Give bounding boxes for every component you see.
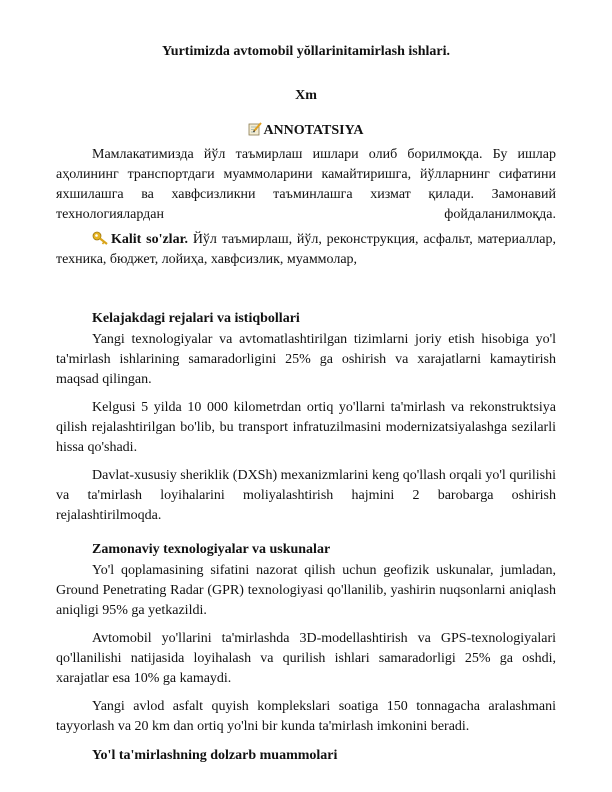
keywords-line: техника, бюджет, лойиҳа, хавфсизлик, муаммолар, <box>56 252 358 267</box>
section-heading: Yo'l ta'mirlashning dolzarb muammolari <box>92 748 338 763</box>
annotation-heading-text: ANNOTATSIYA <box>263 123 364 138</box>
body-paragraph: Avtomobil yo'llarini ta'mirlashda 3D-modellashtirish va GPS-texnologiyalari qo'llanilishi natijasida loyihalash va qurilish ishlari samaradorligi 25% ga oshdi, xarajatlar esa 10% ga kamaydi. <box>56 631 556 686</box>
section-heading: Kelajakdagi rejalari va istiqbollari <box>92 311 300 326</box>
body-paragraph: Davlat-xususiy sheriklik (DXSh) mexanizmlarini keng qo'llash orqali yo'l qurilishi va ta'mirlash loyihalarini moliyalashtirish hajmini 2 barobarga oshirish rejalashtirilmoqda. <box>56 468 556 523</box>
keywords-text: Йўл таъмирлаш, йўл, реконструкция, асфальт, материаллар, <box>188 232 557 247</box>
body-paragraph: Yangi texnologiyalar va avtomatlashtirilgan tizimlarni joriy etish hisobiga yo'l ta'mirlash ishlarining samaradorligini 25% ga oshirish va xarajatlarni kamaytirish maqsad qilingan. <box>56 332 556 387</box>
annotation-line: яхшилашга ва хавфсизликни таъминлашга хизмат қилади. Замонавий <box>56 187 556 202</box>
keywords-line <box>56 230 556 250</box>
annotation-line: аҳолининг транспортдаги муаммоларини камайтиришга, йўлларнинг сифатини <box>56 167 556 182</box>
body-paragraph: Yangi avlod asfalt quyish komplekslari soatiga 150 tonnagacha aralashmani tayyorlash va 20 km dan ortiq yo'lni bir kunda ta'mirlash imkonini beradi. <box>56 699 556 734</box>
paper-title: Yurtimizda avtomobil yŏllarinitamirlash ishlari. <box>161 44 451 59</box>
annotation-heading <box>0 122 612 139</box>
key-icon <box>92 231 109 245</box>
keywords-label: Kalit so'zlar. <box>111 232 189 247</box>
annotation-line: технологиялардан фойдаланилмоқда. <box>56 207 556 222</box>
body-paragraph: Yo'l qoplamasining sifatini nazorat qilish uchun geofizik uskunalar, jumladan, Ground Penetrating Radar (GPR) texnologiyasi qo'llanilib, yashirin nuqsonlarni aniqlash aniqligi 95% ga yetkazildi. <box>56 563 556 618</box>
annotation-line: Мамлакатимизда йўл таъмирлаш ишлари олиб борилмоқда. Бу ишлар <box>92 147 556 162</box>
annotation-paragraph <box>56 145 556 225</box>
section-heading: Zamonaviy texnologiyalar va uskunalar <box>92 542 331 557</box>
body-paragraph: Kelgusi 5 yilda 10 000 kilometrdan ortiq yo'llarni ta'mirlash va rekonstruktsiya qilish rejalashtirilgan bo'lib, bu transport infratuzilmasini modernizatsiyalashga sezilarli hissa qo'shadi. <box>56 400 556 455</box>
keywords-paragraph <box>56 230 556 270</box>
memo-icon <box>248 122 262 136</box>
author-line: Xm <box>295 88 317 103</box>
